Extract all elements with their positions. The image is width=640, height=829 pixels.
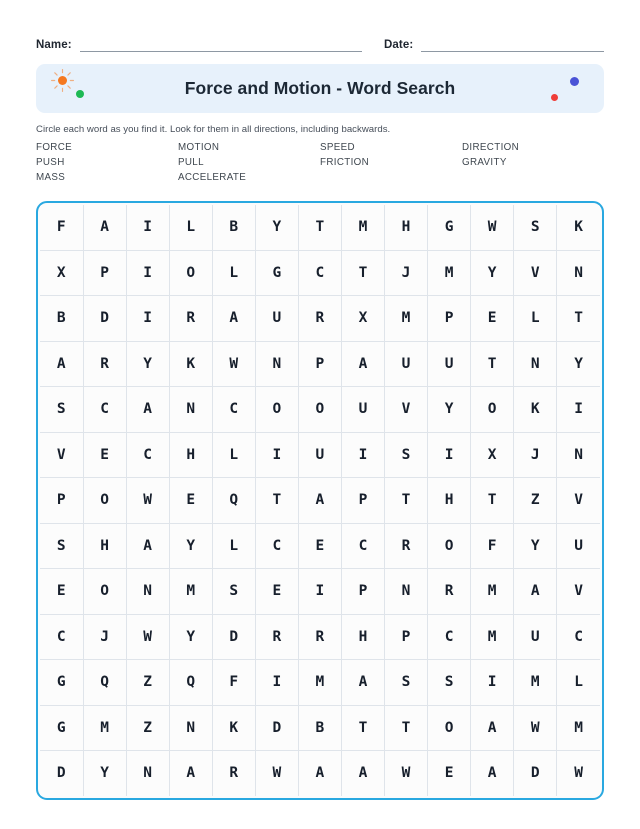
date-field[interactable] (384, 38, 604, 52)
letter-cell[interactable]: M (341, 205, 384, 250)
letter-cell[interactable]: F (212, 660, 255, 706)
word-item[interactable]: GRAVITY (462, 157, 507, 168)
letter-grid-row (40, 432, 600, 478)
letter-cell[interactable]: I (298, 569, 341, 615)
letter-cell[interactable]: P (83, 250, 126, 296)
letter-cell[interactable]: T (385, 705, 428, 751)
word-item[interactable]: FRICTION (320, 157, 370, 168)
letter-cell[interactable]: I (428, 432, 471, 478)
letter-cell[interactable]: M (471, 569, 514, 615)
letter-cell[interactable]: B (40, 296, 83, 342)
letter-cell[interactable]: K (514, 387, 557, 433)
letter-cell[interactable]: U (557, 523, 600, 569)
letter-cell[interactable]: Y (169, 614, 212, 660)
letter-cell[interactable]: I (341, 432, 384, 478)
letter-cell[interactable]: R (169, 296, 212, 342)
letter-cell[interactable]: W (557, 751, 600, 796)
letter-cell[interactable]: I (126, 205, 169, 250)
letter-cell[interactable]: V (514, 250, 557, 296)
letter-grid-row (40, 250, 600, 296)
letter-cell[interactable]: J (514, 432, 557, 478)
letter-cell[interactable]: D (40, 751, 83, 796)
letter-cell[interactable]: H (341, 614, 384, 660)
letter-cell[interactable]: O (83, 478, 126, 524)
letter-cell[interactable]: H (169, 432, 212, 478)
letter-cell[interactable]: R (428, 569, 471, 615)
name-field[interactable] (36, 38, 384, 52)
letter-cell[interactable]: N (557, 432, 600, 478)
letter-cell[interactable]: M (169, 569, 212, 615)
letter-cell[interactable]: V (557, 569, 600, 615)
letter-grid-body (40, 205, 600, 796)
letter-cell[interactable]: V (385, 387, 428, 433)
letter-grid-row (40, 387, 600, 433)
letter-cell[interactable]: T (341, 250, 384, 296)
letter-cell[interactable]: Y (169, 523, 212, 569)
letter-cell[interactable]: X (341, 296, 384, 342)
letter-cell[interactable]: L (212, 523, 255, 569)
letter-cell[interactable]: C (126, 432, 169, 478)
letter-cell[interactable]: N (169, 705, 212, 751)
letter-grid-row (40, 660, 600, 706)
letter-cell[interactable]: E (428, 751, 471, 796)
name-write-line[interactable] (80, 38, 362, 52)
letter-grid-row (40, 569, 600, 615)
letter-cell[interactable]: V (40, 432, 83, 478)
letter-cell[interactable]: R (212, 751, 255, 796)
letter-cell[interactable]: L (557, 660, 600, 706)
letter-cell[interactable]: A (341, 341, 384, 387)
letter-cell[interactable]: U (385, 341, 428, 387)
letter-cell[interactable]: A (471, 751, 514, 796)
word-item[interactable]: MASS (36, 172, 66, 183)
letter-cell[interactable]: A (169, 751, 212, 796)
word-item[interactable]: FORCE (36, 142, 73, 153)
letter-cell[interactable]: Z (126, 705, 169, 751)
letter-cell[interactable]: T (341, 705, 384, 751)
letter-cell[interactable]: C (341, 523, 384, 569)
letter-cell[interactable]: W (471, 205, 514, 250)
letter-cell[interactable]: W (126, 478, 169, 524)
word-item[interactable]: SPEED (320, 142, 355, 153)
letter-cell[interactable]: N (255, 341, 298, 387)
title-banner (36, 64, 604, 113)
letter-cell[interactable]: O (428, 705, 471, 751)
letter-cell[interactable]: A (298, 751, 341, 796)
letter-cell[interactable]: Q (212, 478, 255, 524)
letter-cell[interactable]: P (341, 478, 384, 524)
letter-cell[interactable]: A (83, 205, 126, 250)
letter-cell[interactable]: Y (471, 250, 514, 296)
letter-cell[interactable]: J (385, 250, 428, 296)
letter-cell[interactable]: N (557, 250, 600, 296)
letter-cell[interactable]: W (212, 341, 255, 387)
letter-cell[interactable]: P (40, 478, 83, 524)
letter-cell[interactable]: W (385, 751, 428, 796)
instructions-text: Circle each word as you find it. Look for them in all directions, including backwards. (36, 124, 391, 135)
word-item[interactable]: ACCELERATE (178, 172, 247, 183)
letter-cell[interactable]: C (83, 387, 126, 433)
letter-cell[interactable]: I (255, 660, 298, 706)
letter-cell[interactable]: M (514, 660, 557, 706)
letter-cell[interactable]: O (471, 387, 514, 433)
letter-cell[interactable]: C (255, 523, 298, 569)
letter-cell[interactable]: Q (169, 660, 212, 706)
letter-cell[interactable]: D (83, 296, 126, 342)
word-list-row (36, 140, 604, 155)
letter-cell[interactable]: R (298, 296, 341, 342)
letter-cell[interactable]: O (83, 569, 126, 615)
letter-cell[interactable]: N (385, 569, 428, 615)
letter-cell[interactable]: T (255, 478, 298, 524)
letter-cell[interactable]: M (471, 614, 514, 660)
letter-cell[interactable]: U (255, 296, 298, 342)
letter-cell[interactable]: U (428, 341, 471, 387)
letter-cell[interactable]: O (298, 387, 341, 433)
letter-cell[interactable]: E (83, 432, 126, 478)
date-write-line[interactable] (421, 38, 604, 52)
letter-grid-row (40, 341, 600, 387)
letter-cell[interactable]: T (471, 478, 514, 524)
letter-cell[interactable]: A (341, 660, 384, 706)
letter-cell[interactable]: M (557, 705, 600, 751)
letter-cell[interactable]: A (341, 751, 384, 796)
letter-cell[interactable]: L (212, 432, 255, 478)
letter-cell[interactable]: E (40, 569, 83, 615)
date-label: Date: (384, 39, 414, 51)
letter-grid-row (40, 205, 600, 250)
letter-cell[interactable]: M (83, 705, 126, 751)
letter-cell[interactable]: G (40, 660, 83, 706)
letter-cell[interactable]: S (385, 660, 428, 706)
letter-cell[interactable]: Y (557, 341, 600, 387)
letter-cell[interactable]: S (385, 432, 428, 478)
letter-cell[interactable]: B (212, 205, 255, 250)
decorative-dot-red (551, 94, 558, 101)
word-search-grid[interactable] (36, 201, 604, 800)
letter-cell[interactable]: A (471, 705, 514, 751)
letter-cell[interactable]: R (298, 614, 341, 660)
letter-cell[interactable]: O (169, 250, 212, 296)
letter-cell[interactable]: L (169, 205, 212, 250)
letter-cell[interactable]: O (255, 387, 298, 433)
decorative-dot-green (76, 90, 84, 98)
letter-grid-row (40, 296, 600, 342)
letter-grid-row (40, 523, 600, 569)
letter-cell[interactable]: C (298, 250, 341, 296)
letter-cell[interactable]: C (428, 614, 471, 660)
letter-grid-row (40, 705, 600, 751)
letter-cell[interactable]: E (169, 478, 212, 524)
letter-cell[interactable]: T (298, 205, 341, 250)
letter-grid-row (40, 478, 600, 524)
letter-cell[interactable]: M (298, 660, 341, 706)
letter-cell[interactable]: I (126, 250, 169, 296)
letter-cell[interactable]: Y (255, 205, 298, 250)
letter-cell[interactable]: F (40, 205, 83, 250)
letter-cell[interactable]: T (471, 341, 514, 387)
letter-cell[interactable]: G (255, 250, 298, 296)
letter-cell[interactable]: K (212, 705, 255, 751)
letter-grid-row (40, 751, 600, 796)
letter-cell[interactable]: T (385, 478, 428, 524)
letter-cell[interactable]: P (298, 341, 341, 387)
letter-cell[interactable]: A (126, 523, 169, 569)
letter-cell[interactable]: B (298, 705, 341, 751)
letter-cell[interactable]: A (514, 569, 557, 615)
letter-cell[interactable]: O (428, 523, 471, 569)
letter-cell[interactable]: Z (514, 478, 557, 524)
letter-cell[interactable]: U (341, 387, 384, 433)
letter-cell[interactable]: I (126, 296, 169, 342)
letter-cell[interactable]: Y (83, 751, 126, 796)
letter-cell[interactable]: L (514, 296, 557, 342)
letter-cell[interactable]: S (428, 660, 471, 706)
letter-cell[interactable]: G (40, 705, 83, 751)
letter-cell[interactable]: A (212, 296, 255, 342)
letter-cell[interactable]: S (514, 205, 557, 250)
letter-cell[interactable]: G (428, 205, 471, 250)
letter-cell[interactable]: U (298, 432, 341, 478)
letter-cell[interactable]: X (40, 250, 83, 296)
letter-cell[interactable]: Q (83, 660, 126, 706)
word-item[interactable]: PULL (178, 157, 204, 168)
letter-cell[interactable]: I (255, 432, 298, 478)
letter-cell[interactable]: F (471, 523, 514, 569)
letter-cell[interactable]: I (557, 387, 600, 433)
letter-cell[interactable]: D (514, 751, 557, 796)
letter-cell[interactable]: M (428, 250, 471, 296)
letter-cell[interactable]: H (83, 523, 126, 569)
letter-cell[interactable]: X (471, 432, 514, 478)
letter-cell[interactable]: W (255, 751, 298, 796)
word-item[interactable]: PUSH (36, 157, 65, 168)
letter-cell[interactable]: C (40, 614, 83, 660)
word-item[interactable]: MOTION (178, 142, 220, 153)
letter-cell[interactable]: N (126, 751, 169, 796)
word-item[interactable]: DIRECTION (462, 142, 520, 153)
decorative-dot-blue (570, 77, 579, 86)
letter-cell[interactable]: T (557, 296, 600, 342)
letter-cell[interactable]: N (126, 569, 169, 615)
letter-cell[interactable]: Y (428, 387, 471, 433)
letter-cell[interactable]: C (557, 614, 600, 660)
decorative-dot-orange (58, 76, 67, 85)
letter-cell[interactable]: P (385, 614, 428, 660)
word-list-row (36, 170, 604, 185)
student-info-row (36, 0, 604, 52)
letter-cell[interactable]: V (557, 478, 600, 524)
letter-cell[interactable]: S (212, 569, 255, 615)
letter-cell[interactable]: J (83, 614, 126, 660)
letter-cell[interactable]: K (169, 341, 212, 387)
letter-cell[interactable]: E (298, 523, 341, 569)
letter-cell[interactable]: Y (514, 523, 557, 569)
letter-cell[interactable]: W (514, 705, 557, 751)
letter-cell[interactable]: I (471, 660, 514, 706)
letter-cell[interactable]: A (40, 341, 83, 387)
letter-cell[interactable]: E (255, 569, 298, 615)
letter-cell[interactable]: R (83, 341, 126, 387)
letter-cell[interactable]: W (126, 614, 169, 660)
letter-cell[interactable]: D (212, 614, 255, 660)
letter-cell[interactable]: P (341, 569, 384, 615)
letter-cell[interactable]: P (428, 296, 471, 342)
word-list-row (36, 155, 604, 170)
letter-cell[interactable]: S (40, 523, 83, 569)
page-title: Force and Motion - Word Search (184, 78, 456, 98)
letter-cell[interactable]: K (557, 205, 600, 250)
letter-cell[interactable]: R (255, 614, 298, 660)
name-label: Name: (36, 39, 72, 51)
letter-cell[interactable]: M (385, 296, 428, 342)
letter-cell[interactable]: S (40, 387, 83, 433)
letter-cell[interactable]: N (514, 341, 557, 387)
letter-cell[interactable]: N (169, 387, 212, 433)
letter-grid-table (40, 205, 600, 796)
letter-cell[interactable]: U (514, 614, 557, 660)
letter-cell[interactable]: Z (126, 660, 169, 706)
word-list (36, 140, 604, 185)
letter-cell[interactable]: D (255, 705, 298, 751)
letter-cell[interactable]: Y (126, 341, 169, 387)
letter-cell[interactable]: E (471, 296, 514, 342)
letter-cell[interactable]: A (126, 387, 169, 433)
letter-cell[interactable]: H (428, 478, 471, 524)
letter-cell[interactable]: H (385, 205, 428, 250)
letter-cell[interactable]: R (385, 523, 428, 569)
letter-cell[interactable]: C (212, 387, 255, 433)
letter-cell[interactable]: L (212, 250, 255, 296)
letter-cell[interactable]: A (298, 478, 341, 524)
letter-grid-row (40, 614, 600, 660)
